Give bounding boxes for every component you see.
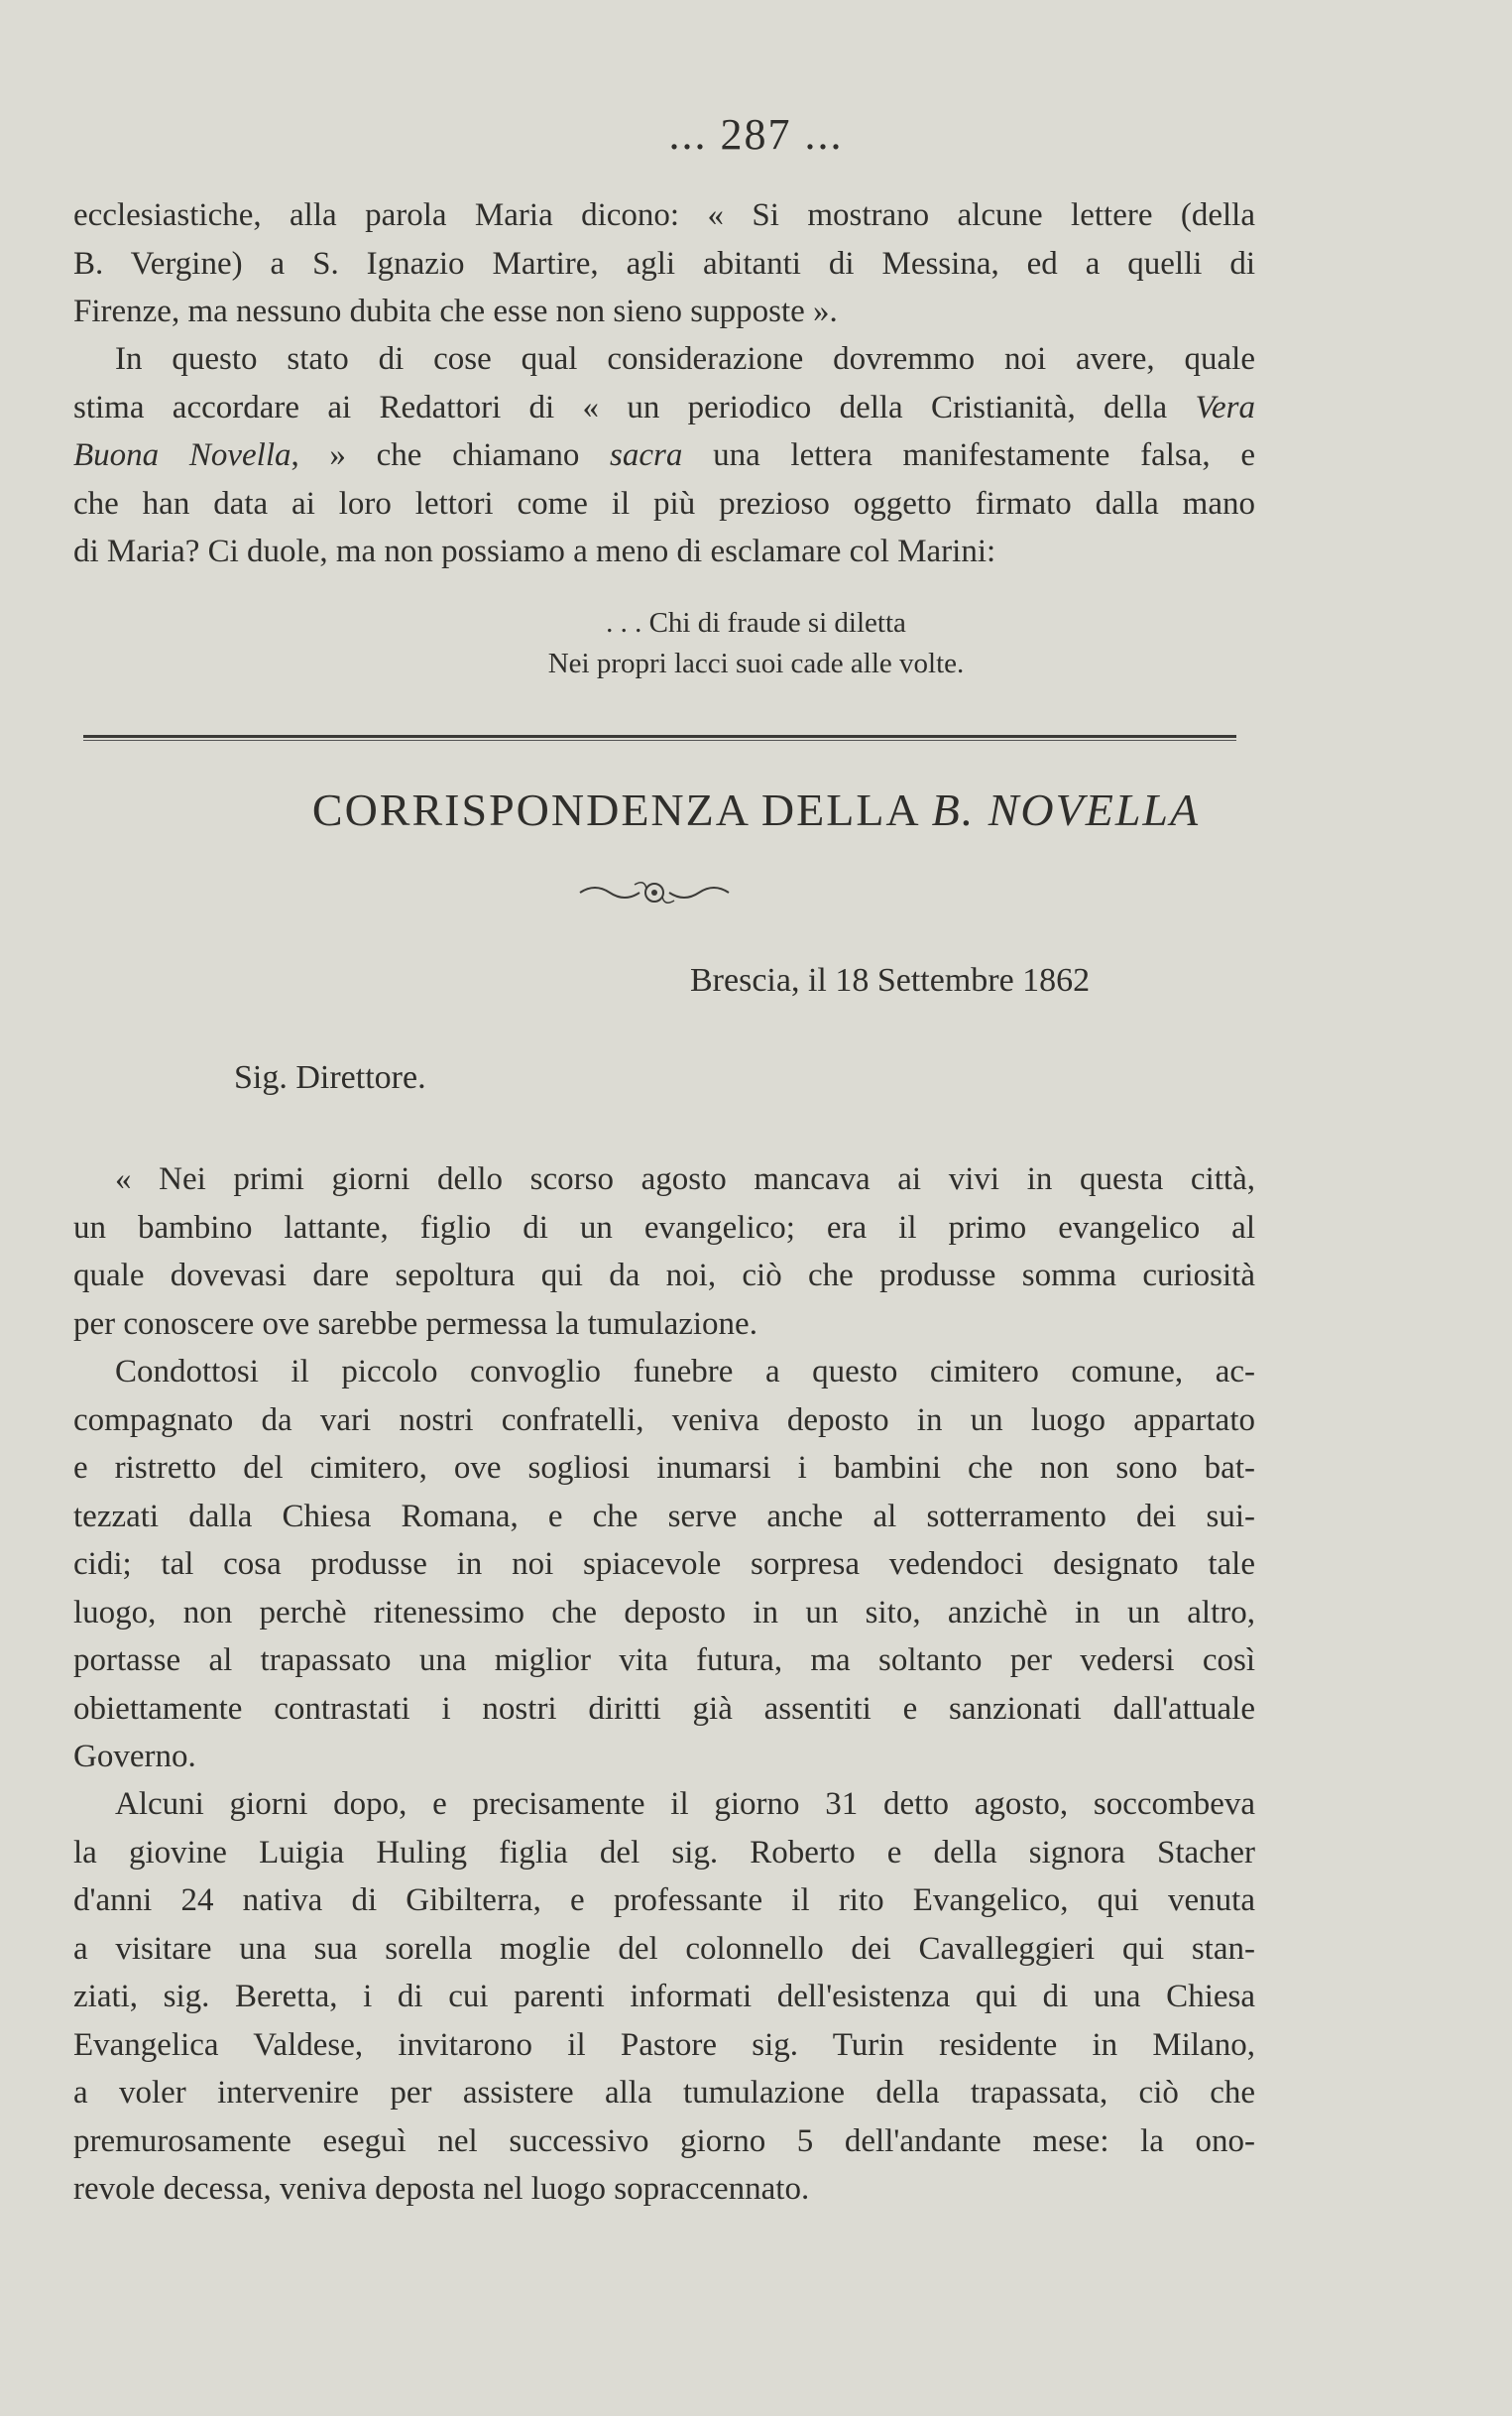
text-line: ziati, sig. Beretta, i di cui parenti informati dell'esistenza qui di una Chiesa bbox=[73, 1979, 1255, 2014]
text-line bbox=[73, 431, 1255, 480]
section-title bbox=[0, 784, 1512, 836]
text-line: di Maria? Ci duole, ma non possiamo a meno di esclamare col Marini: bbox=[73, 534, 996, 569]
verse-quote bbox=[0, 603, 1512, 684]
text-run: stima accordare ai Redattori di « un periodico della Cristianità, della bbox=[73, 389, 1196, 425]
text-line: Firenze, ma nessuno dubita che esse non sieno supposte ». bbox=[73, 294, 838, 329]
text-line: che han data ai loro lettori come il più prezioso oggetto firmato dalla mano bbox=[73, 485, 1255, 522]
text-line: revole decessa, veniva deposta nel luogo sopraccennato. bbox=[73, 2171, 810, 2207]
text-line: B. Vergine) a S. Ignazio Martire, agli abitanti di Messina, ed a quelli di bbox=[73, 245, 1255, 282]
text-line: premurosamente eseguì nel successivo giorno 5 dell'andante mese: la ono- bbox=[73, 2122, 1255, 2159]
text-line: tezzati dalla Chiesa Romana, e che serve anche al sotterramento dei sui- bbox=[73, 1498, 1255, 1534]
section-divider bbox=[83, 735, 1236, 738]
ornament-flourish-icon bbox=[575, 873, 734, 912]
verse-line: . . . Chi di fraude si diletta bbox=[606, 607, 906, 639]
text-line: portasse al trapassato una miglior vita futura, ma soltanto per vedersi così bbox=[73, 1642, 1255, 1678]
text-line: Condottosi il piccolo convoglio funebre a questo cimitero comune, ac- bbox=[115, 1354, 1255, 1389]
page-number: ... 287 ... bbox=[668, 110, 844, 159]
text-run: , » che chiamano bbox=[291, 437, 611, 473]
text-line: Governo. bbox=[73, 1739, 196, 1774]
text-line: la giovine Luigia Huling figlia del sig. Roberto e della signora Stacher bbox=[73, 1834, 1255, 1871]
text-line: « Nei primi giorni dello scorso agosto mancava ai vivi in questa città, bbox=[115, 1161, 1255, 1197]
text-line: Alcuni giorni dopo, e precisamente il giorno 31 detto agosto, soccombeva bbox=[115, 1786, 1255, 1822]
text-line: per conoscere ove sarebbe permessa la tumulazione. bbox=[73, 1305, 757, 1342]
text-line: a visitare una sua sorella moglie del colonnello dei Cavalleggieri qui stan- bbox=[73, 1930, 1255, 1967]
letter-salutation: Sig. Direttore. bbox=[234, 1059, 426, 1096]
text-line: luogo, non perchè ritenessimo che deposto in un sito, anzichè in un altro, bbox=[73, 1594, 1255, 1631]
letter-paragraph-2 bbox=[73, 1348, 1255, 1781]
text-line: ecclesiastiche, alla parola Maria dicono: « Si mostrano alcune lettere (della bbox=[73, 197, 1255, 233]
text-line: compagnato da vari nostri confratelli, veniva deposto in un luogo appartato bbox=[73, 1401, 1255, 1438]
letter-dateline: Brescia, il 18 Settembre 1862 bbox=[690, 962, 1091, 999]
title-italic-run: B. NOVELLA bbox=[931, 785, 1201, 835]
text-line: un bambino lattante, figlio di un evangelico; era il primo evangelico al bbox=[73, 1209, 1255, 1246]
title-run: CORRISPONDENZA DELLA bbox=[311, 785, 932, 835]
text-run: una lettera manifestamente falsa, e bbox=[682, 437, 1255, 473]
italic-run: Buona Novella bbox=[73, 437, 291, 473]
intro-paragraph bbox=[73, 191, 1255, 336]
letter-paragraph-3 bbox=[73, 1780, 1255, 2214]
second-paragraph bbox=[73, 335, 1255, 576]
italic-run: Vera bbox=[1195, 389, 1255, 425]
text-line bbox=[73, 384, 1255, 432]
text-line: quale dovevasi dare sepoltura qui da noi, ciò che produsse somma curiosità bbox=[73, 1258, 1255, 1293]
letter-paragraph-1 bbox=[73, 1155, 1255, 1348]
italic-run: sacra bbox=[610, 437, 683, 473]
text-line: d'anni 24 nativa di Gibilterra, e professante il rito Evangelico, qui venuta bbox=[73, 1882, 1255, 1918]
text-line: e ristretto del cimitero, ove sogliosi inumarsi i bambini che non sono bat- bbox=[73, 1450, 1255, 1486]
text-line: Evangelica Valdese, invitarono il Pastore sig. Turin residente in Milano, bbox=[73, 2026, 1255, 2063]
text-line: a voler intervenire per assistere alla tumulazione della trapassata, ciò che bbox=[73, 2075, 1255, 2111]
text-line: cidi; tal cosa produsse in noi spiacevole sorpresa vedendoci designato tale bbox=[73, 1546, 1255, 1582]
verse-line: Nei propri lacci suoi cade alle volte. bbox=[547, 648, 965, 679]
text-line: In questo stato di cose qual considerazione dovremmo noi avere, quale bbox=[115, 341, 1255, 377]
section-divider-thin bbox=[83, 740, 1236, 741]
text-line: obiettamente contrastati i nostri diritti già assentiti e sanzionati dall'attuale bbox=[73, 1690, 1255, 1727]
